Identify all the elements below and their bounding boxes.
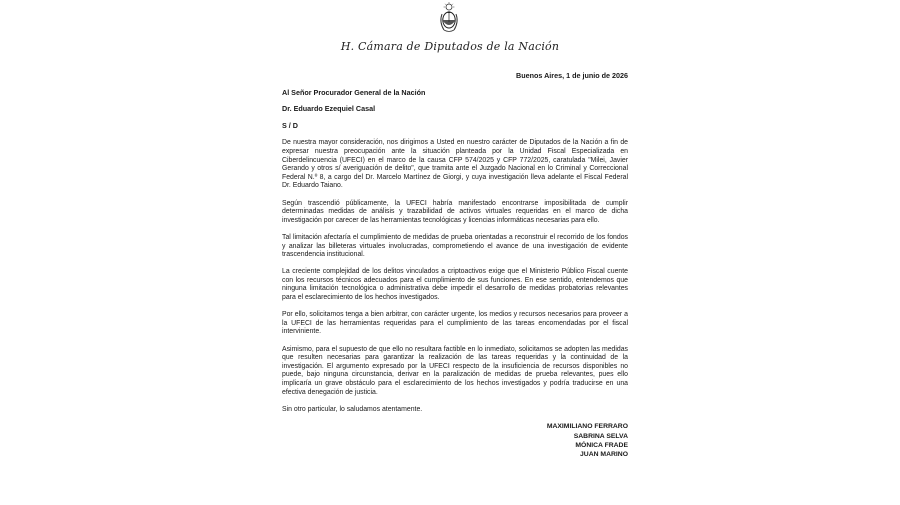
paragraph: Asimismo, para el supuesto de que ello no resultara factible en lo inmediato, solicitamos se adopten las medidas que resulten necesarias para garantizar la realización de las tareas requeridas y la continuidad de la investigación. El argumento expresado por la UFECI respecto de la insuficiencia de recursos disponibles no puede, bajo ninguna circunstancia, derivar en la paralización de medidas de prueba relevantes, pues ello implicaría un grave obstáculo para el esclarecimiento de los hechos investigados y podría traducirse en una efectiva denegación de justicia.	[282, 345, 628, 396]
signatory-name: MAXIMILIANO FERRARO	[546, 423, 628, 431]
letter-date: Buenos Aires, 1 de junio de 2026	[516, 71, 628, 80]
signatory-name: MÓNICA FRADE	[575, 441, 628, 449]
paragraph: De nuestra mayor consideración, nos dirigimos a Usted en nuestro carácter de Diputados de la Nación a fin de expresar nuestra preocupación ante la situación planteada por la Unidad Fiscal Especializada en Ciberdelincuencia (UFECI) en el marco de la causa CFP 574/2025 y CFP 772/2025, caratulada "Milei, Javier Gerando y otros s/ averiguación de delito", que tramita ante el Juzgado Nacional en lo Criminal y Correccional Federal N.º 8, a cargo del Dr. Marcelo Martínez de Giorgi, y cuya investigación lleva adelante el Fiscal Federal Dr. Eduardo Taiano.	[282, 139, 628, 190]
signatory-name: JUAN MARINO	[580, 450, 628, 458]
paragraph: Por ello, solicitamos tenga a bien arbitrar, con carácter urgente, los medios y recursos necesarios para proveer a la UFECI de las herramientas requeridas para el cumplimiento de las tareas encomendadas por el fiscal interviniente.	[282, 311, 628, 336]
paragraph: Según trascendió públicamente, la UFECI habría manifestado encontrarse imposibilitada de cumplir determinadas medidas de análisis y trazabilidad de activos virtuales requeridas en el marco de dicha investigación por carecer de las herramientas tecnológicas y licencias informáticas necesarias para ello.	[282, 199, 628, 224]
chamber-title: H. Cámara de Diputados de la Nación	[340, 40, 560, 53]
closing-line: Sin otro particular, lo saludamos atentamente.	[282, 405, 423, 413]
recipient-sd: S / D	[282, 120, 298, 130]
paragraph: Tal limitación afectaría el cumplimiento de medidas de prueba orientadas a reconstruir el recorrido de los fondos y analizar las billeteras virtuales involucradas, comprometiendo el avance de una investigación de evidente trascendencia institucional.	[282, 233, 628, 259]
signature-block	[282, 422, 628, 459]
signatory-name: SABRINA SELVA	[573, 432, 628, 440]
argentine-coat-of-arms-icon	[438, 2, 460, 34]
recipient-name: Dr. Eduardo Ezequiel Casal	[282, 104, 376, 114]
recipient-title: Al Señor Procurador General de la Nación	[282, 87, 426, 97]
letter-body	[282, 72, 628, 459]
paragraph: La creciente complejidad de los delitos vinculados a criptoactivos exige que el Ministerio Público Fiscal cuente con los recursos técnicos adecuados para el cumplimiento de sus funciones. En ese sentido, entendemos que ninguna limitación tecnológica o administrativa debe impedir el desarrollo de medidas probatorias relevantes para el esclarecimiento de los hechos investigados.	[282, 268, 628, 302]
